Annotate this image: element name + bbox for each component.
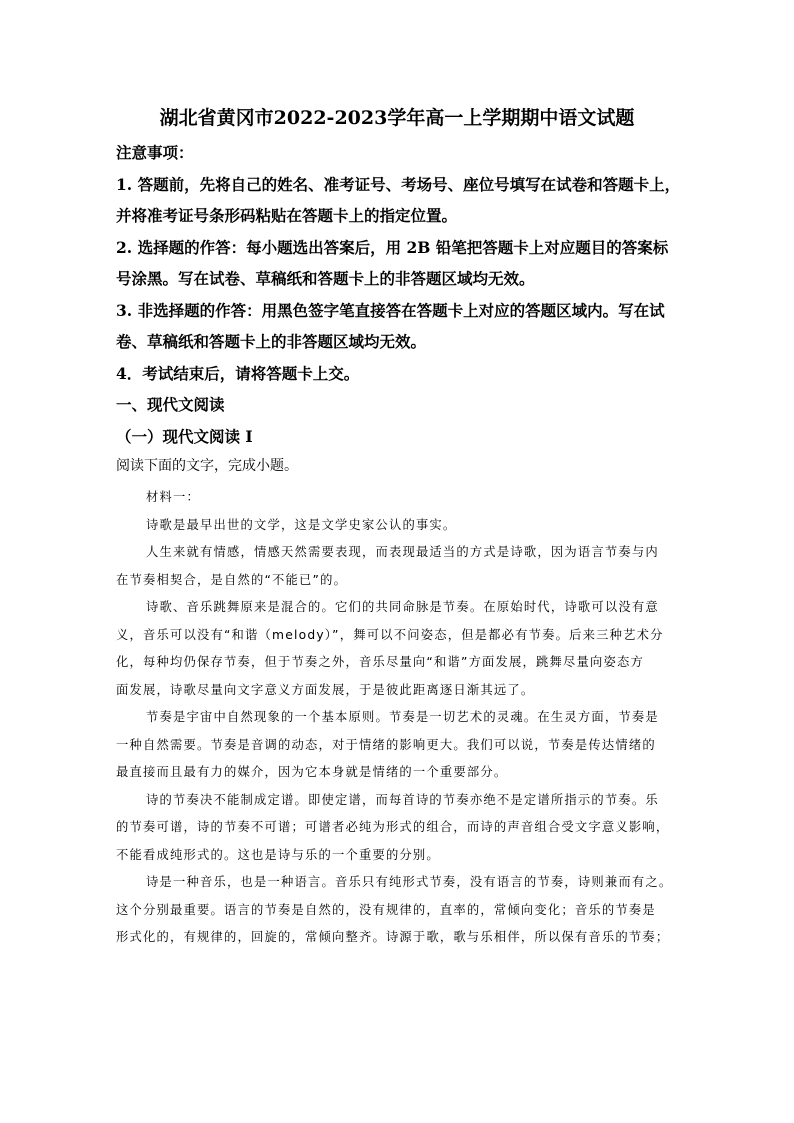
subsection-heading: （一）现代文阅读 I xyxy=(116,426,253,446)
paragraph-line: 诗的节奏决不能制成定谱。即使定谱，而每首诗的节奏亦绝不是定谱所指示的节奏。乐 xyxy=(146,792,659,807)
paragraph-line: 的节奏可谱，诗的节奏不可谱；可谱者必纯为形式的组合，而诗的声音组合受文字意义影响， xyxy=(116,820,670,834)
paragraph-line: 化，每种均仍保存节奏，但于节奏之外，音乐尽量向“和谐”方面发展，跳舞尽量向姿态方 xyxy=(116,655,645,669)
notice-block xyxy=(116,137,696,452)
notice-line: 4．考试结束后，请将答题卡上交。 xyxy=(116,363,360,383)
paragraph-line: 一种自然需要。节奏是音调的动态，对于情绪的影响更大。我们可以说，节奏是传达情绪的 xyxy=(116,737,656,752)
paragraph-line: 最直接而且最有力的媒介，因为它本身就是情绪的一个重要部分。 xyxy=(116,765,508,779)
paragraph-line: 人生来就有情感，情感天然需要表现，而表现最适当的方式是诗歌，因为语言节奏与内 xyxy=(146,545,659,559)
page-title: 湖北省黄冈市2022-2023学年高一上学期期中语文试题 xyxy=(159,107,635,129)
notice-line: 并将准考证号条形码粘贴在答题卡上的指定位置。 xyxy=(116,206,458,225)
paragraph-line: 节奏是宇宙中自然现象的一个基本原则。节奏是一切艺术的灵魂。在生灵方面，节奏是 xyxy=(146,710,659,724)
paragraph-line: 不能看成纯形式的。这也是诗与乐的一个重要的分别。 xyxy=(116,847,440,862)
material-body xyxy=(116,484,682,952)
paragraph-line: 诗是一种音乐，也是一种语言。音乐只有纯形式节奏，没有语言的节奏，诗则兼而有之。 xyxy=(146,875,673,889)
paragraph-line: 形式化的，有规律的，回旋的，常倾向整齐。诗源于歌，歌与乐相伴，所以保有音乐的节奏； xyxy=(116,930,670,944)
paragraph-line: 诗歌、音乐跳舞原来是混合的。它们的共同命脉是节奏。在原始时代，诗歌可以没有意 xyxy=(146,600,659,614)
paragraph-line: 面发展，诗歌尽量向文字意义方面发展，于是彼此距离逐日渐其远了。 xyxy=(116,682,535,697)
notice-line: 2. 选择题的作答：每小题选出答案后，用 2B 铅笔把答题卡上对应题目的答案标 xyxy=(116,237,669,257)
section-heading: 一、现代文阅读 xyxy=(116,395,225,414)
notice-line: 1. 答题前，先将自己的姓名、准考证号、考场号、座位号填写在试卷和答题卡上， xyxy=(116,174,681,194)
paragraph-line: 这个分别最重要。语言的节奏是自然的，没有规律的，直率的，常倾向变化；音乐的节奏是 xyxy=(116,902,656,917)
notice-heading: 注意事项： xyxy=(116,143,194,162)
notice-line: 号涂黑。写在试卷、草稿纸和答题卡上的非答题区域均无效。 xyxy=(116,269,535,288)
paragraph-line: 义，音乐可以没有“和谐（melody）”，舞可以不问姿态，但是都必有节奏。后来三种艺术分 xyxy=(116,627,664,642)
reading-instruction: 阅读下面的文字，完成小题。 xyxy=(116,458,298,474)
paragraph-line: 诗歌是最早出世的文学，这是文学史家公认的事实。 xyxy=(146,517,457,532)
paragraph-line: 在节奏相契合，是自然的“不能已”的。 xyxy=(116,572,348,587)
material-label: 材料一： xyxy=(146,490,200,504)
notice-line: 3. 非选择题的作答：用黑色签字笔直接答在答题卡上对应的答题区域内。写在试 xyxy=(116,300,665,320)
notice-line: 卷、草稿纸和答题卡上的非答题区域均无效。 xyxy=(116,332,427,351)
